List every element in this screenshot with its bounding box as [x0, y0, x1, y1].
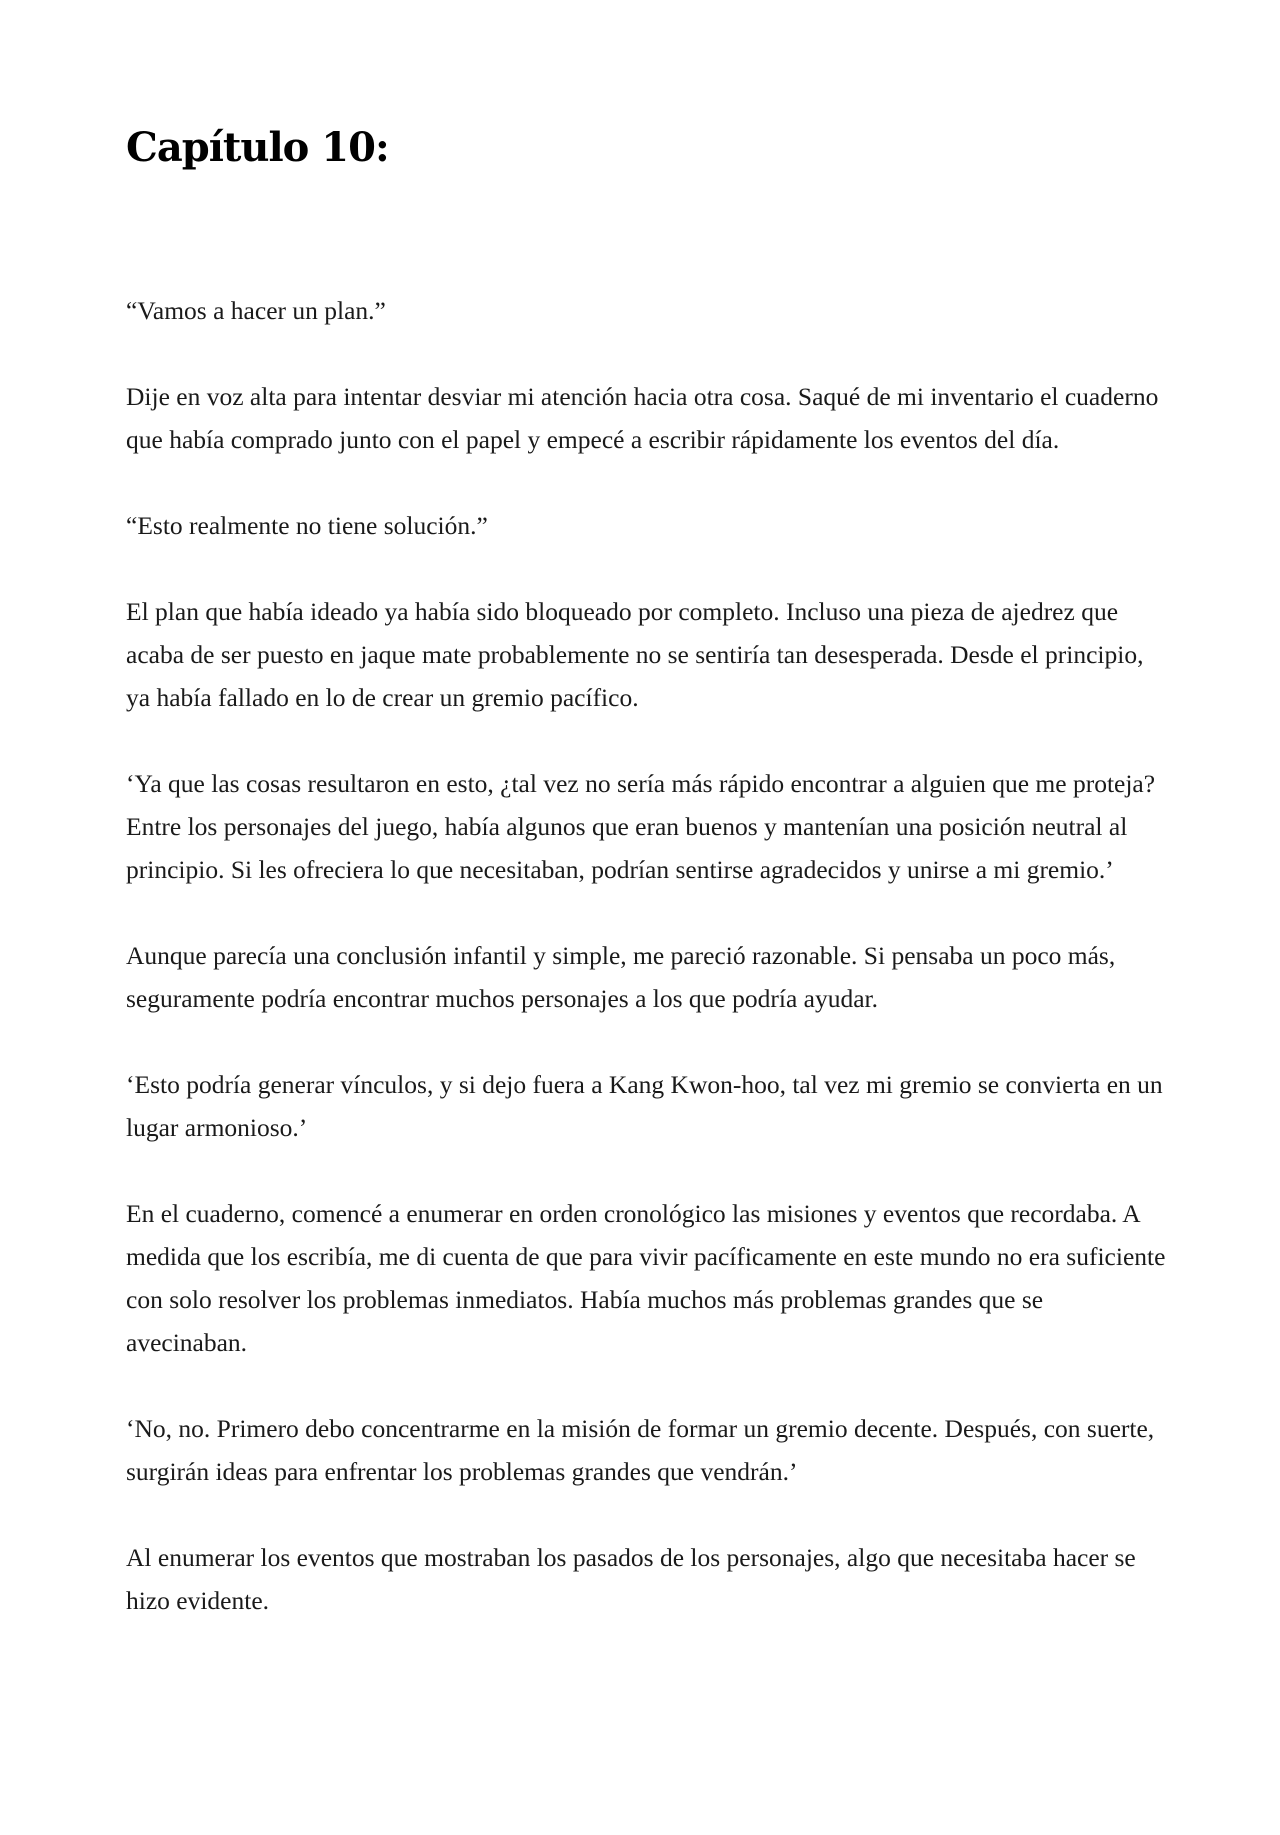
paragraph: ‘Esto podría generar vínculos, y si dejo fuera a Kang Kwon-hoo, tal vez mi gremio se convierta en un lugar armonioso.’ [126, 1070, 1163, 1142]
paragraph: “Vamos a hacer un plan.” [126, 296, 386, 325]
paragraph: Dije en voz alta para intentar desviar mi atención hacia otra cosa. Saqué de mi inventario el cuaderno que había comprado junto con el papel y empecé a escribir rápidamente los eventos del día. [126, 382, 1159, 454]
paragraph: Al enumerar los eventos que mostraban los pasados de los personajes, algo que necesitaba hacer se hizo evidente. [126, 1543, 1136, 1615]
chapter-body [126, 289, 1166, 1665]
paragraph: El plan que había ideado ya había sido bloqueado por completo. Incluso una pieza de ajedrez que acaba de ser puesto en jaque mate probablemente no se sentiría tan desesperada. Desde el principio, ya había fallado en lo de crear un gremio pacífico. [126, 597, 1144, 712]
paragraph: Aunque parecía una conclusión infantil y simple, me pareció razonable. Si pensaba un poco más, seguramente podría encontrar muchos personajes a los que podría ayudar. [126, 941, 1116, 1013]
chapter-title: Capítulo 10: [126, 124, 389, 171]
paragraph: “Esto realmente no tiene solución.” [126, 511, 488, 540]
paragraph: En el cuaderno, comencé a enumerar en orden cronológico las misiones y eventos que recordaba. A medida que los escribía, me di cuenta de que para vivir pacíficamente en este mundo no era suficiente con solo resolver los problemas inmediatos. Había muchos más problemas grandes que se avecinaban. [126, 1199, 1166, 1357]
paragraph: ‘Ya que las cosas resultaron en esto, ¿tal vez no sería más rápido encontrar a alguien que me proteja? Entre los personajes del juego, había algunos que eran buenos y mantenían una posición neutral al principio. Si les ofreciera lo que necesitaban, podrían sentirse agradecidos y unirse a mi gremio.’ [126, 769, 1156, 884]
paragraph: ‘No, no. Primero debo concentrarme en la misión de formar un gremio decente. Después, con suerte, surgirán ideas para enfrentar los problemas grandes que vendrán.’ [126, 1414, 1155, 1486]
